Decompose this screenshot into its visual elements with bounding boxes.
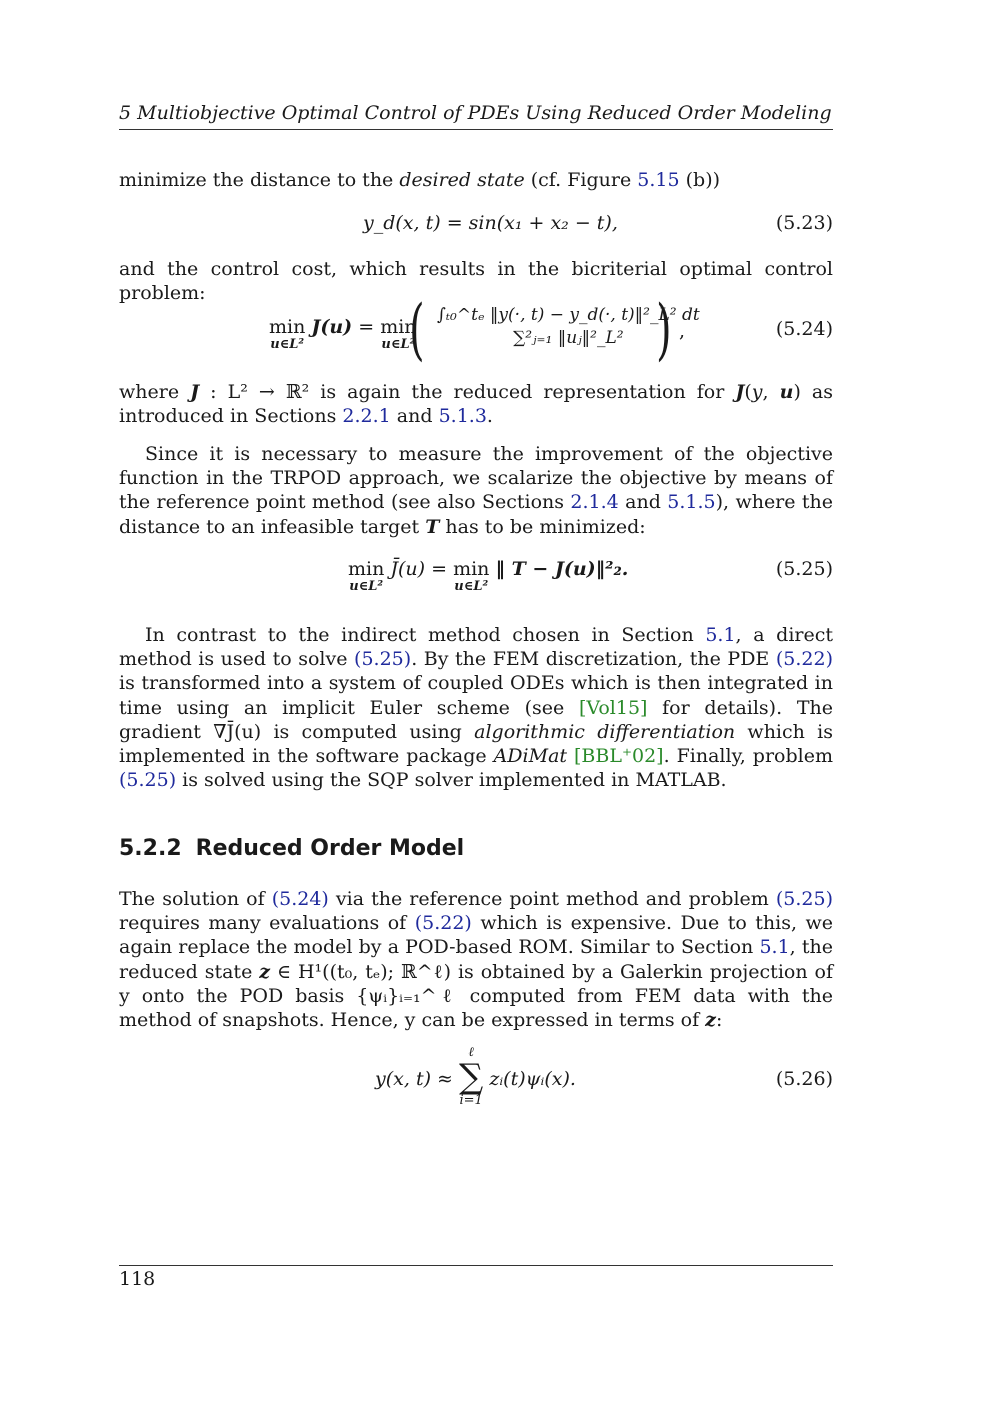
footer-rule [119,1265,833,1266]
citation-link[interactable]: [BBL⁺02] [574,745,664,768]
running-header: 5 Multiobjective Optimal Control of PDEs Using Reduced Order Modeling [119,100,833,130]
equation-5-24: min u∈L² J(u) = min u∈L² ( ∫ₜ₀^tₑ ‖y(·, t) − y_d(·, t)‖²_L² dt ∑²ⱼ₌₁ ‖uⱼ‖²_L² ) , (5.24) [269,291,833,368]
objective-row-2: ∑²ⱼ₌₁ ‖uⱼ‖²_L² [513,328,624,348]
citation-link[interactable]: [Vol15] [578,696,648,719]
equation-number: (5.25) [775,558,833,580]
equation-5-23 [119,212,833,238]
objective-row-1: ∫ₜ₀^tₑ ‖y(·, t) − y_d(·, t)‖²_L² dt [437,305,700,325]
objective-lhs: J(u) [311,316,353,338]
paragraph-desired-state: minimize the distance to the desired state (cf. Figure 5.15 (b)) [119,169,721,191]
paragraph-reference-point: Since it is necessary to measure the improvement of the objective function in the TRPOD approach, we scalarize the objective by means of the reference point method (see also Sections 2.1.4 and 5.1.5), where the distance to an infeasible target T has to be minimized: [119,443,834,538]
section-link[interactable]: 5.1 [705,624,736,646]
figure-link[interactable]: 5.15 [637,169,680,191]
section-number: 5.2.2 [119,836,182,861]
equation-link[interactable]: (5.25) [775,888,833,910]
paragraph-direct-method: In contrast to the indirect method chosen in Section 5.1, a direct method is used to solve (5.25). By the FEM discretization, the PDE (5.22) is transformed into a system of coupled ODEs which is then integrated in time using an implicit Euler scheme (see [Vol15] for details). The gradient ∇J̄(u) is computed using algorithmic differentiation which is implemented in the software package ADiMat [BBL⁺02]. Finally, problem (5.25) is solved using the SQP solver implemented in MATLAB. [119,624,834,792]
equation-5-25: min u∈L² J̄(u) = min u∈L² ‖ T − J(u)‖²₂. (5.25) [348,558,833,594]
section-link[interactable]: 2.2.1 [342,405,391,428]
equation-number: (5.24) [775,318,833,340]
section-link[interactable]: 5.1.3 [438,405,487,428]
section-title: Reduced Order Model [195,836,465,861]
equation-link[interactable]: (5.22) [775,648,833,671]
section-heading [119,834,464,864]
equation-number: (5.26) [775,1068,833,1090]
equation-5-26: y(x, t) ≈ ℓ ∑ i=1 zᵢ(t)ψᵢ(x). (5.26) [375,1045,833,1108]
equation-link[interactable]: (5.25) [354,648,412,671]
equation-link[interactable]: (5.22) [414,912,472,935]
section-link[interactable]: 5.1 [759,936,790,959]
equation-link[interactable]: (5.25) [119,769,177,792]
equation-number: (5.23) [775,212,833,234]
equation-body: y_d(x, t) = sin(x₁ + x₂ − t), [363,212,618,234]
paragraph-rom: The solution of (5.24) via the reference point method and problem (5.25) requires many evaluations of (5.22) which is expensive. Due to this, we again replace the model by a POD-based ROM. Similar to Section 5.1, the reduced state z ∈ H¹((t₀, tₑ); ℝ^ℓ) is obtained by a Galerkin projection of y onto the POD basis {ψᵢ}ᵢ₌₁^ℓ computed from FEM data with the method of snapshots. Hence, y can be expressed in terms of z: [119,888,833,1032]
equation-link[interactable]: (5.24) [271,888,329,910]
page-number: 118 [119,1268,156,1290]
paragraph-control-cost: and the control cost, which results in the bicriterial optimal control problem: [119,258,833,305]
section-link[interactable]: 5.1.5 [667,491,716,514]
section-link[interactable]: 2.1.4 [570,491,619,514]
paragraph-reduced-representation: where J : L² → ℝ² is again the reduced representation for J(y, u) as introduced in Sections 2.2.1 and 5.1.3. [119,381,833,428]
